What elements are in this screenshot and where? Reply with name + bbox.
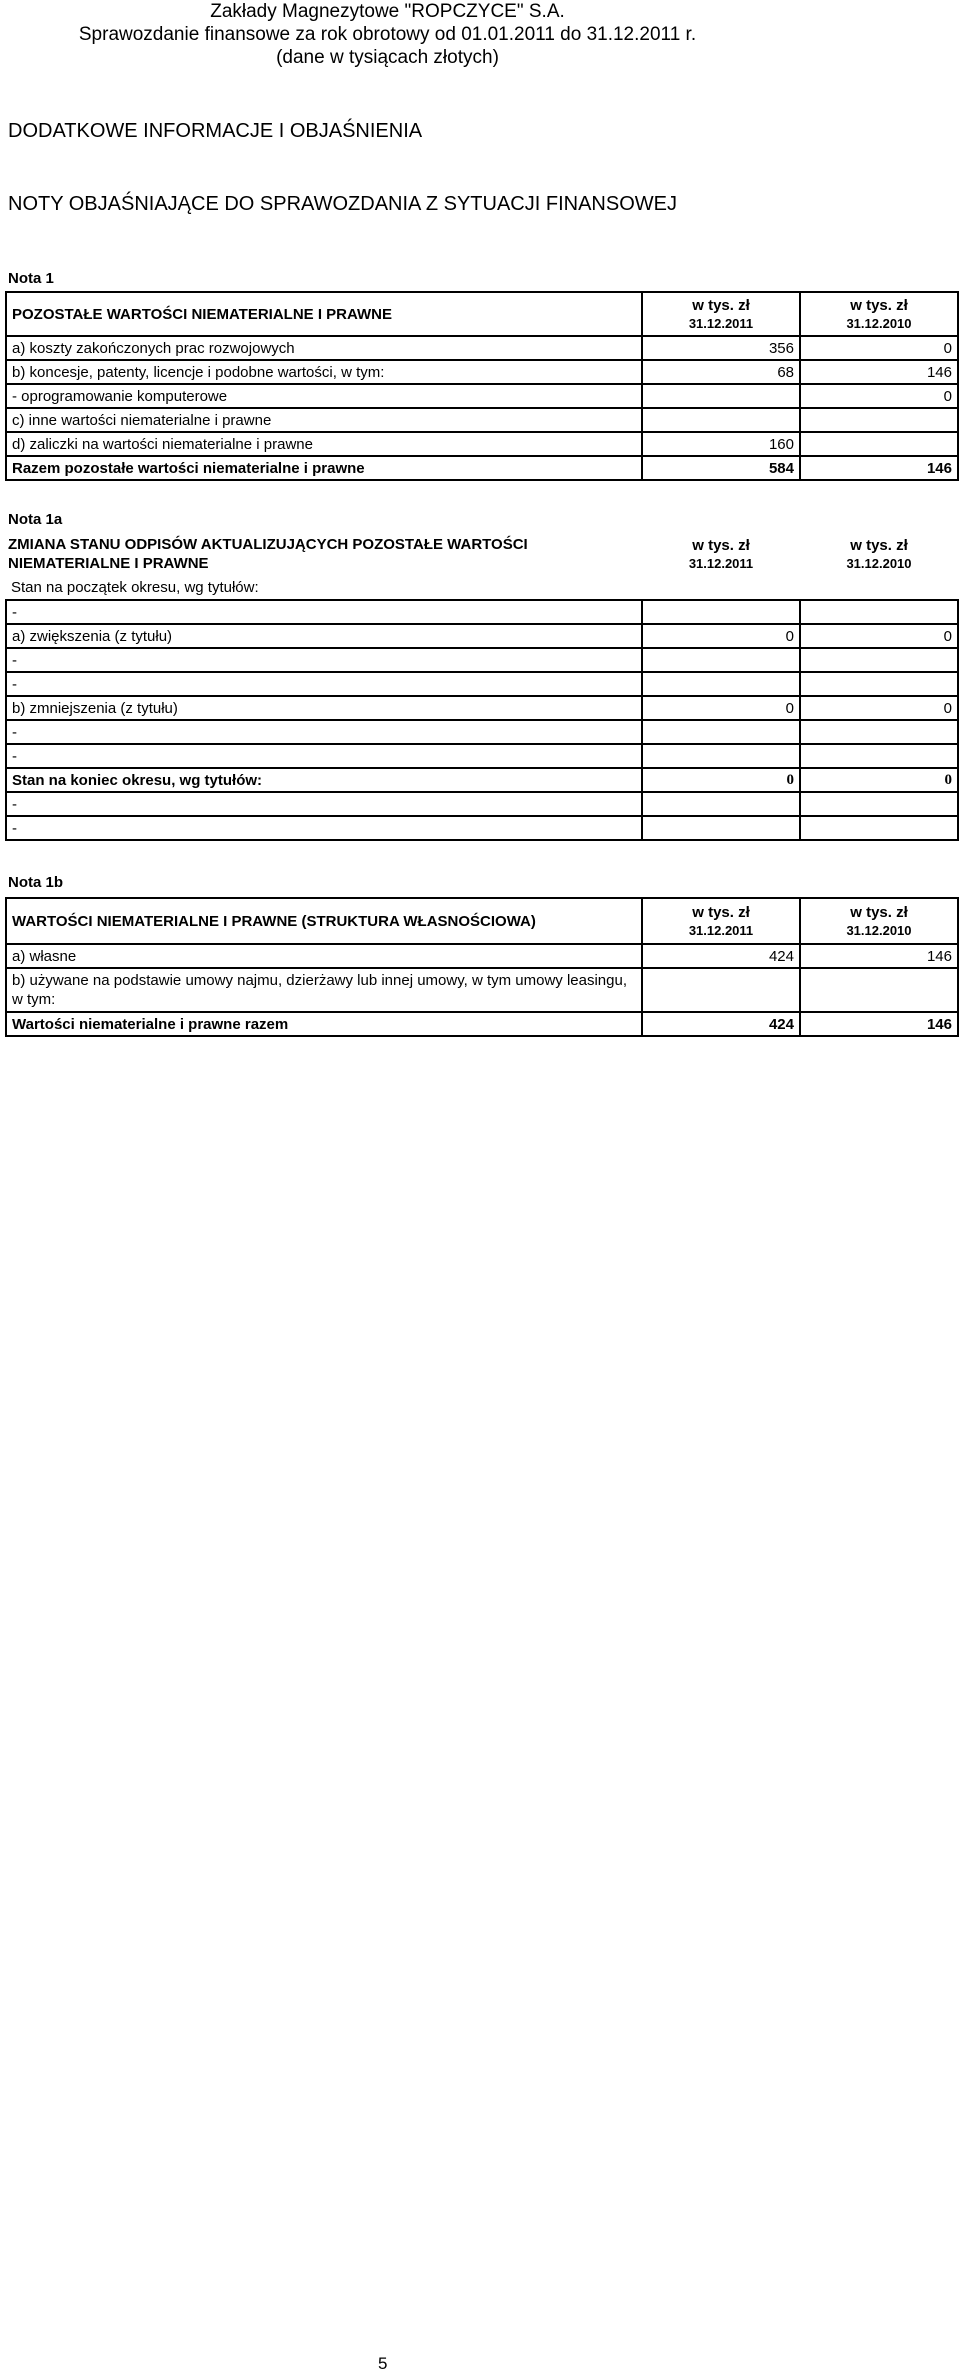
value-2011: 0 <box>642 696 800 720</box>
value-2011 <box>642 744 800 768</box>
nota-1-table <box>5 291 959 481</box>
value-2011: 356 <box>642 336 800 360</box>
table-row <box>6 360 958 384</box>
row-label: - <box>6 648 642 672</box>
table-row <box>6 968 958 1012</box>
column-date: 31.12.2010 <box>846 556 912 571</box>
table-row <box>6 384 958 408</box>
company-name: Zakłady Magnezytowe "ROPCZYCE" S.A. <box>210 1 565 22</box>
value-2011 <box>642 576 800 600</box>
table-row <box>6 648 958 672</box>
value-2010: 0 <box>800 696 958 720</box>
total-row <box>6 456 958 480</box>
row-label: d) zaliczki na wartości niematerialne i prawne <box>6 432 642 456</box>
column-header-2010 <box>800 292 958 336</box>
value-2011 <box>642 600 800 624</box>
row-label: - <box>6 792 642 816</box>
value-2011: 160 <box>642 432 800 456</box>
value-2010: 0 <box>800 384 958 408</box>
value-2010 <box>800 576 958 600</box>
row-label: - oprogramowanie komputerowe <box>6 384 642 408</box>
row-label: - <box>6 720 642 744</box>
total-label: Razem pozostałe wartości niematerialne i prawne <box>6 456 642 480</box>
column-date: 31.12.2011 <box>688 556 754 571</box>
table-row <box>6 600 958 624</box>
table-row <box>6 792 958 816</box>
nota-1a-label: Nota 1a <box>8 511 63 528</box>
value-2010 <box>800 720 958 744</box>
total-row <box>6 768 958 792</box>
table-row <box>6 696 958 720</box>
table-header-row <box>6 898 958 944</box>
value-2010: 146 <box>800 944 958 968</box>
table-row <box>6 432 958 456</box>
value-2010: 0 <box>800 768 958 792</box>
nota-1a-table <box>5 532 959 841</box>
table-row <box>6 336 958 360</box>
total-2010: 146 <box>800 456 958 480</box>
column-date: 31.12.2011 <box>688 923 754 938</box>
nota-1-label: Nota 1 <box>8 270 54 287</box>
value-2010: 146 <box>800 360 958 384</box>
column-unit: w tys. zł <box>692 297 750 314</box>
report-period: Sprawozdanie finansowe za rok obrotowy od 01.01.2011 do 31.12.2011 r. <box>78 24 697 45</box>
table-row <box>6 944 958 968</box>
table-header-row <box>6 292 958 336</box>
value-2011: 0 <box>642 624 800 648</box>
column-date: 31.12.2010 <box>846 923 912 938</box>
row-label: a) koszty zakończonych prac rozwojowych <box>6 336 642 360</box>
row-label: b) używane na podstawie umowy najmu, dzierżawy lub innej umowy, w tym umowy leasingu, w tym: <box>6 968 642 1012</box>
value-2010: 0 <box>800 336 958 360</box>
table-row <box>6 816 958 840</box>
total-2011: 584 <box>642 456 800 480</box>
column-unit: w tys. zł <box>850 297 908 314</box>
row-label: Stan na początek okresu, wg tytułów: <box>6 576 642 600</box>
row-label: b) zmniejszenia (z tytułu) <box>6 696 642 720</box>
value-2010 <box>800 744 958 768</box>
row-label: Stan na koniec okresu, wg tytułów: <box>6 768 642 792</box>
value-2011 <box>642 672 800 696</box>
row-label: - <box>6 600 642 624</box>
value-2011: 0 <box>642 768 800 792</box>
row-label: - <box>6 672 642 696</box>
total-2011: 424 <box>642 1012 800 1036</box>
row-label: - <box>6 744 642 768</box>
table-row <box>6 576 958 600</box>
page-number: 5 <box>378 2354 388 2373</box>
value-2010 <box>800 600 958 624</box>
value-2011 <box>642 792 800 816</box>
value-2011 <box>642 648 800 672</box>
row-label: c) inne wartości niematerialne i prawne <box>6 408 642 432</box>
column-header-2010 <box>800 532 958 576</box>
value-2011: 424 <box>642 944 800 968</box>
table-header-row <box>6 532 958 576</box>
nota-1b-heading: WARTOŚCI NIEMATERIALNE I PRAWNE (STRUKTURA WŁASNOŚCIOWA) <box>6 898 642 944</box>
value-2010: 0 <box>800 624 958 648</box>
table-row <box>6 744 958 768</box>
column-header-2011 <box>642 292 800 336</box>
heading-line-1: ZMIANA STANU ODPISÓW AKTUALIZUJĄCYCH POZOSTAŁE WARTOŚCI <box>8 536 528 553</box>
value-2010 <box>800 968 958 1012</box>
value-2010 <box>800 408 958 432</box>
page-subtitle: NOTY OBJAŚNIAJĄCE DO SPRAWOZDANIA Z SYTUACJI FINANSOWEJ <box>8 193 677 215</box>
page-title: DODATKOWE INFORMACJE I OBJAŚNIENIA <box>8 120 423 142</box>
column-date: 31.12.2011 <box>688 316 754 331</box>
row-label: - <box>6 816 642 840</box>
table-row <box>6 408 958 432</box>
value-2010 <box>800 816 958 840</box>
value-2010 <box>800 432 958 456</box>
table-row <box>6 624 958 648</box>
nota-1b-label: Nota 1b <box>8 874 64 891</box>
value-2010 <box>800 648 958 672</box>
value-2011 <box>642 968 800 1012</box>
table-row <box>6 720 958 744</box>
row-label: a) zwiększenia (z tytułu) <box>6 624 642 648</box>
column-unit: w tys. zł <box>692 537 750 554</box>
value-2010 <box>800 792 958 816</box>
heading-line-2: NIEMATERIALNE I PRAWNE <box>8 555 209 572</box>
column-header-2011 <box>642 532 800 576</box>
value-2011: 68 <box>642 360 800 384</box>
nota-1a-heading <box>6 532 642 576</box>
unit-note: (dane w tysiącach złotych) <box>276 47 499 68</box>
row-label: a) własne <box>6 944 642 968</box>
value-2010 <box>800 672 958 696</box>
nota-1b-table <box>5 897 959 1037</box>
value-2011 <box>642 816 800 840</box>
value-2011 <box>642 384 800 408</box>
column-header-2011 <box>642 898 800 944</box>
total-row <box>6 1012 958 1036</box>
total-2010: 146 <box>800 1012 958 1036</box>
table-row <box>6 672 958 696</box>
nota-1-heading: POZOSTAŁE WARTOŚCI NIEMATERIALNE I PRAWNE <box>6 292 642 336</box>
row-label: b) koncesje, patenty, licencje i podobne wartości, w tym: <box>6 360 642 384</box>
total-label: Wartości niematerialne i prawne razem <box>6 1012 642 1036</box>
value-2011 <box>642 720 800 744</box>
column-unit: w tys. zł <box>850 537 908 554</box>
column-header-2010 <box>800 898 958 944</box>
column-unit: w tys. zł <box>850 904 908 921</box>
column-unit: w tys. zł <box>692 904 750 921</box>
value-2011 <box>642 408 800 432</box>
column-date: 31.12.2010 <box>846 316 912 331</box>
